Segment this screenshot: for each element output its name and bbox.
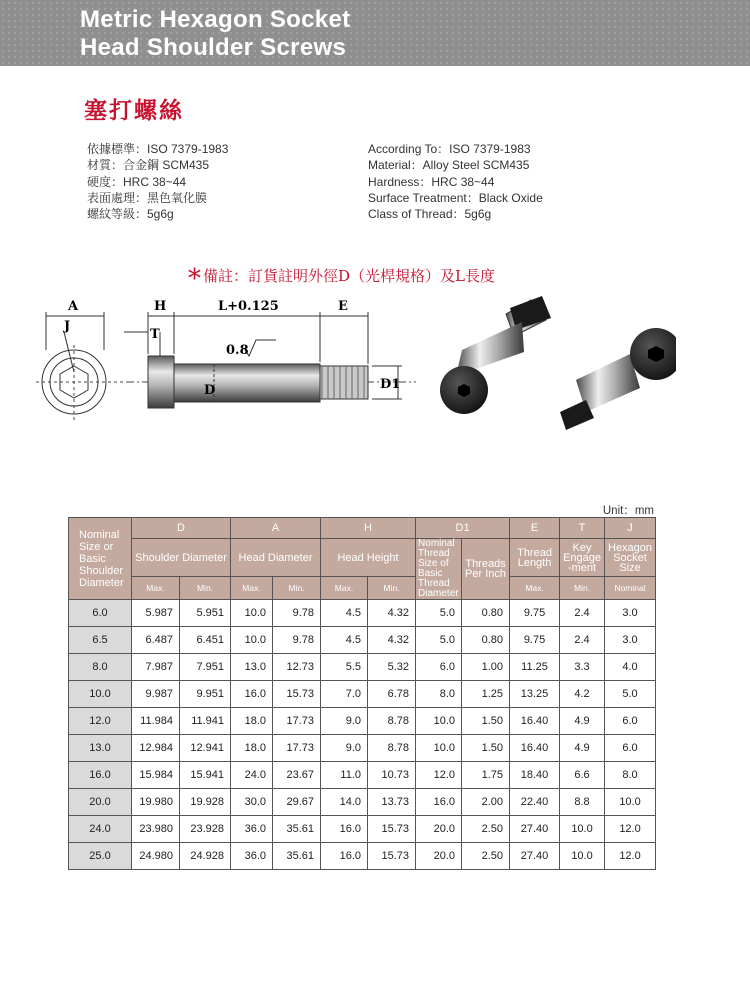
spec-en-material: Material：Alloy Steel SCM435: [368, 158, 530, 173]
table-cell: 3.0: [605, 600, 656, 627]
table-cell: 23.980: [132, 816, 180, 843]
table-cell: 3.0: [605, 627, 656, 654]
label-j: J: [64, 319, 71, 334]
spec-cn-material: 材質：合金鋼 SCM435: [87, 158, 210, 173]
table-cell: 8.8: [560, 789, 605, 816]
note-text: 備註：訂貨註明外徑D（光桿規格）及L長度: [203, 267, 495, 285]
group-d: D: [132, 518, 231, 539]
table-cell: 22.40: [510, 789, 560, 816]
table-cell: 11.0: [321, 762, 368, 789]
e-line: Thread: [517, 546, 552, 559]
table-cell: 4.2: [560, 681, 605, 708]
table-cell: 2.00: [462, 789, 510, 816]
thread-line: Nominal: [418, 538, 455, 549]
row-nominal-size: 10.0: [69, 681, 132, 708]
table-cell: 10.73: [368, 762, 416, 789]
table-cell: 7.987: [132, 654, 180, 681]
t-line: Engage: [563, 551, 601, 564]
table-cell: 9.951: [180, 681, 231, 708]
table-cell: 24.928: [180, 843, 231, 870]
table-cell: 0.80: [462, 627, 510, 654]
t-line: Key: [572, 541, 592, 554]
sub-key-engagement: [560, 539, 605, 577]
table-cell: 27.40: [510, 816, 560, 843]
d-max: Max.: [132, 577, 180, 600]
table-cell: 9.78: [273, 627, 321, 654]
label-t: T: [150, 327, 160, 342]
specs-english: [368, 141, 543, 222]
table-cell: 9.75: [510, 600, 560, 627]
table-cell: 30.0: [231, 789, 273, 816]
table-cell: 1.75: [462, 762, 510, 789]
table-cell: 10.0: [605, 789, 656, 816]
product-photo-2: [560, 328, 676, 430]
sub-threads-per-inch: [462, 539, 510, 600]
label-a: A: [68, 299, 79, 314]
sub-shoulder-diameter: Shoulder Diameter: [132, 539, 231, 577]
table-cell: 15.941: [180, 762, 231, 789]
table-cell: 35.61: [273, 816, 321, 843]
table-cell: 18.0: [231, 735, 273, 762]
table-cell: 6.0: [416, 654, 462, 681]
table-cell: 2.50: [462, 816, 510, 843]
group-t: T: [560, 518, 605, 539]
table-row: [69, 627, 656, 654]
table-cell: 12.0: [416, 762, 462, 789]
table-cell: 1.50: [462, 708, 510, 735]
table-cell: 20.0: [416, 843, 462, 870]
label-h: H: [154, 299, 167, 314]
nominal-line: Size or: [79, 540, 114, 553]
table-cell: 11.984: [132, 708, 180, 735]
spec-en-surface: Surface Treatment：Black Oxide: [368, 190, 543, 205]
sub-thread-length: [510, 539, 560, 577]
table-cell: 2.4: [560, 600, 605, 627]
j-line: Socket: [613, 551, 647, 564]
table-cell: 12.73: [273, 654, 321, 681]
table-row: [69, 654, 656, 681]
table-cell: 1.50: [462, 735, 510, 762]
table-cell: 9.987: [132, 681, 180, 708]
table-cell: 10.0: [231, 600, 273, 627]
h-max: Max.: [321, 577, 368, 600]
e-line: Length: [517, 556, 552, 569]
table-cell: 10.0: [560, 816, 605, 843]
thread-line: Size of: [418, 558, 449, 569]
table-cell: 12.0: [605, 843, 656, 870]
spec-en-standard: According To：ISO 7379-1983: [368, 142, 531, 156]
table-cell: 10.0: [560, 843, 605, 870]
table-cell: 17.73: [273, 735, 321, 762]
row-nominal-size: 20.0: [69, 789, 132, 816]
table-cell: 23.67: [273, 762, 321, 789]
table-cell: 11.941: [180, 708, 231, 735]
table-cell: 6.78: [368, 681, 416, 708]
table-cell: 8.78: [368, 735, 416, 762]
table-cell: 24.980: [132, 843, 180, 870]
group-d1: D1: [416, 518, 510, 539]
thread-line: Thread: [418, 548, 450, 559]
table-cell: 10.0: [231, 627, 273, 654]
table-row: [69, 681, 656, 708]
table-cell: 16.40: [510, 708, 560, 735]
table-cell: 6.487: [132, 627, 180, 654]
row-nominal-size: 8.0: [69, 654, 132, 681]
spec-cn-surface: 表面處理：黑色氧化膜: [87, 190, 208, 205]
note-star: *: [188, 264, 201, 294]
table-cell: 16.0: [321, 816, 368, 843]
table-cell: 9.0: [321, 708, 368, 735]
product-photo-1: [440, 296, 551, 414]
end-view: [36, 299, 126, 420]
col-nominal: [69, 518, 132, 600]
specs-chinese: [87, 141, 228, 222]
table-cell: 1.00: [462, 654, 510, 681]
table-row: [69, 789, 656, 816]
table-cell: 19.980: [132, 789, 180, 816]
table-cell: 12.984: [132, 735, 180, 762]
spec-en-thread: Class of Thread：5g6g: [368, 207, 492, 222]
table-cell: 5.0: [416, 600, 462, 627]
sub-head-height: Head Height: [321, 539, 416, 577]
spec-cn-hardness: 硬度：HRC 38~44: [87, 174, 187, 189]
table-cell: 13.25: [510, 681, 560, 708]
table-cell: 6.0: [605, 708, 656, 735]
spec-cn-thread: 螺紋等級：5g6g: [87, 207, 174, 222]
header-title-line2: Head Shoulder Screws: [80, 34, 347, 61]
dimensions-table: [68, 517, 656, 870]
e-max: Max.: [510, 577, 560, 600]
table-cell: 36.0: [231, 843, 273, 870]
table-cell: 10.0: [416, 735, 462, 762]
table-cell: 1.25: [462, 681, 510, 708]
thread-line: Thread: [418, 578, 450, 589]
d-min: Min.: [180, 577, 231, 600]
a-min: Min.: [273, 577, 321, 600]
label-roughness: 0.8: [226, 343, 249, 358]
table-row: [69, 600, 656, 627]
header-banner: [0, 0, 750, 66]
table-body: [69, 600, 656, 870]
table-cell: 6.6: [560, 762, 605, 789]
table-cell: 4.32: [368, 627, 416, 654]
spec-cn-standard: 依據標準：ISO 7379-1983: [87, 142, 229, 156]
row-nominal-size: 12.0: [69, 708, 132, 735]
nominal-line: Nominal: [79, 528, 120, 541]
sub-nominal-thread: [416, 539, 462, 600]
row-nominal-size: 6.5: [69, 627, 132, 654]
h-min: Min.: [368, 577, 416, 600]
table-cell: 4.0: [605, 654, 656, 681]
table-cell: 9.75: [510, 627, 560, 654]
table-cell: 9.0: [321, 735, 368, 762]
thread-line: Diameter: [418, 588, 459, 599]
table-cell: 4.32: [368, 600, 416, 627]
table-cell: 6.451: [180, 627, 231, 654]
table-row: [69, 762, 656, 789]
table-cell: 4.5: [321, 600, 368, 627]
table-cell: 7.951: [180, 654, 231, 681]
group-j: J: [605, 518, 656, 539]
table-cell: 8.0: [605, 762, 656, 789]
row-nominal-size: 6.0: [69, 600, 132, 627]
row-nominal-size: 24.0: [69, 816, 132, 843]
j-nominal: Nominal: [605, 577, 656, 600]
table-cell: 35.61: [273, 843, 321, 870]
group-h: H: [321, 518, 416, 539]
group-a: A: [231, 518, 321, 539]
table-cell: 2.4: [560, 627, 605, 654]
label-d1: D1: [380, 377, 401, 392]
table-cell: 4.9: [560, 735, 605, 762]
t-line: -ment: [567, 561, 597, 574]
table-cell: 10.0: [416, 708, 462, 735]
table-cell: 12.941: [180, 735, 231, 762]
table-row: [69, 708, 656, 735]
table-cell: 0.80: [462, 600, 510, 627]
row-nominal-size: 16.0: [69, 762, 132, 789]
screw-diagram: [36, 290, 676, 450]
table-cell: 5.0: [605, 681, 656, 708]
label-d: D: [204, 383, 216, 398]
unit-label: Unit：mm: [602, 505, 654, 517]
table-cell: 16.0: [231, 681, 273, 708]
table-cell: 29.67: [273, 789, 321, 816]
table-cell: 15.73: [368, 843, 416, 870]
chinese-title: 塞打螺絲: [84, 97, 184, 124]
table-cell: 8.0: [416, 681, 462, 708]
table-cell: 13.73: [368, 789, 416, 816]
table-cell: 18.0: [231, 708, 273, 735]
nominal-line: Basic: [79, 552, 106, 565]
table-cell: 36.0: [231, 816, 273, 843]
table-cell: 13.0: [231, 654, 273, 681]
table-cell: 12.0: [605, 816, 656, 843]
table-cell: 5.5: [321, 654, 368, 681]
table-cell: 3.3: [560, 654, 605, 681]
table-row: [69, 843, 656, 870]
table-cell: 9.78: [273, 600, 321, 627]
table-cell: 20.0: [416, 816, 462, 843]
table-cell: 15.984: [132, 762, 180, 789]
row-nominal-size: 25.0: [69, 843, 132, 870]
table-cell: 5.987: [132, 600, 180, 627]
table-cell: 15.73: [273, 681, 321, 708]
table-cell: 11.25: [510, 654, 560, 681]
tpi-line: Per Inch: [465, 568, 507, 580]
table-cell: 5.32: [368, 654, 416, 681]
table-cell: 15.73: [368, 816, 416, 843]
table-cell: 4.5: [321, 627, 368, 654]
t-min: Min.: [560, 577, 605, 600]
a-max: Max.: [231, 577, 273, 600]
table-cell: 5.951: [180, 600, 231, 627]
table-cell: 2.50: [462, 843, 510, 870]
spec-en-hardness: Hardness：HRC 38~44: [368, 174, 495, 189]
table-cell: 18.40: [510, 762, 560, 789]
header-title-line1: Metric Hexagon Socket: [80, 6, 351, 33]
table-cell: 23.928: [180, 816, 231, 843]
table-row: [69, 735, 656, 762]
thread-line: Basic: [418, 568, 443, 579]
j-line: Hexagon: [608, 541, 653, 554]
nominal-line: Shoulder: [79, 564, 124, 577]
row-nominal-size: 13.0: [69, 735, 132, 762]
sub-head-diameter: Head Diameter: [231, 539, 321, 577]
tpi-line: Threads: [465, 558, 506, 570]
label-l: L+0.125: [218, 299, 279, 314]
sub-socket-size: [605, 539, 656, 577]
table-cell: 4.9: [560, 708, 605, 735]
group-e: E: [510, 518, 560, 539]
nominal-line: Diameter: [79, 576, 124, 589]
table-cell: 14.0: [321, 789, 368, 816]
table-row: [69, 816, 656, 843]
j-line: Size: [619, 561, 641, 574]
label-e: E: [338, 299, 348, 314]
table-cell: 6.0: [605, 735, 656, 762]
table-cell: 17.73: [273, 708, 321, 735]
table-cell: 16.40: [510, 735, 560, 762]
table-cell: 7.0: [321, 681, 368, 708]
table-cell: 8.78: [368, 708, 416, 735]
side-view: [124, 299, 416, 408]
table-cell: 19.928: [180, 789, 231, 816]
table-cell: 5.0: [416, 627, 462, 654]
table-cell: 24.0: [231, 762, 273, 789]
table-cell: 16.0: [416, 789, 462, 816]
table-cell: 16.0: [321, 843, 368, 870]
table-cell: 27.40: [510, 843, 560, 870]
